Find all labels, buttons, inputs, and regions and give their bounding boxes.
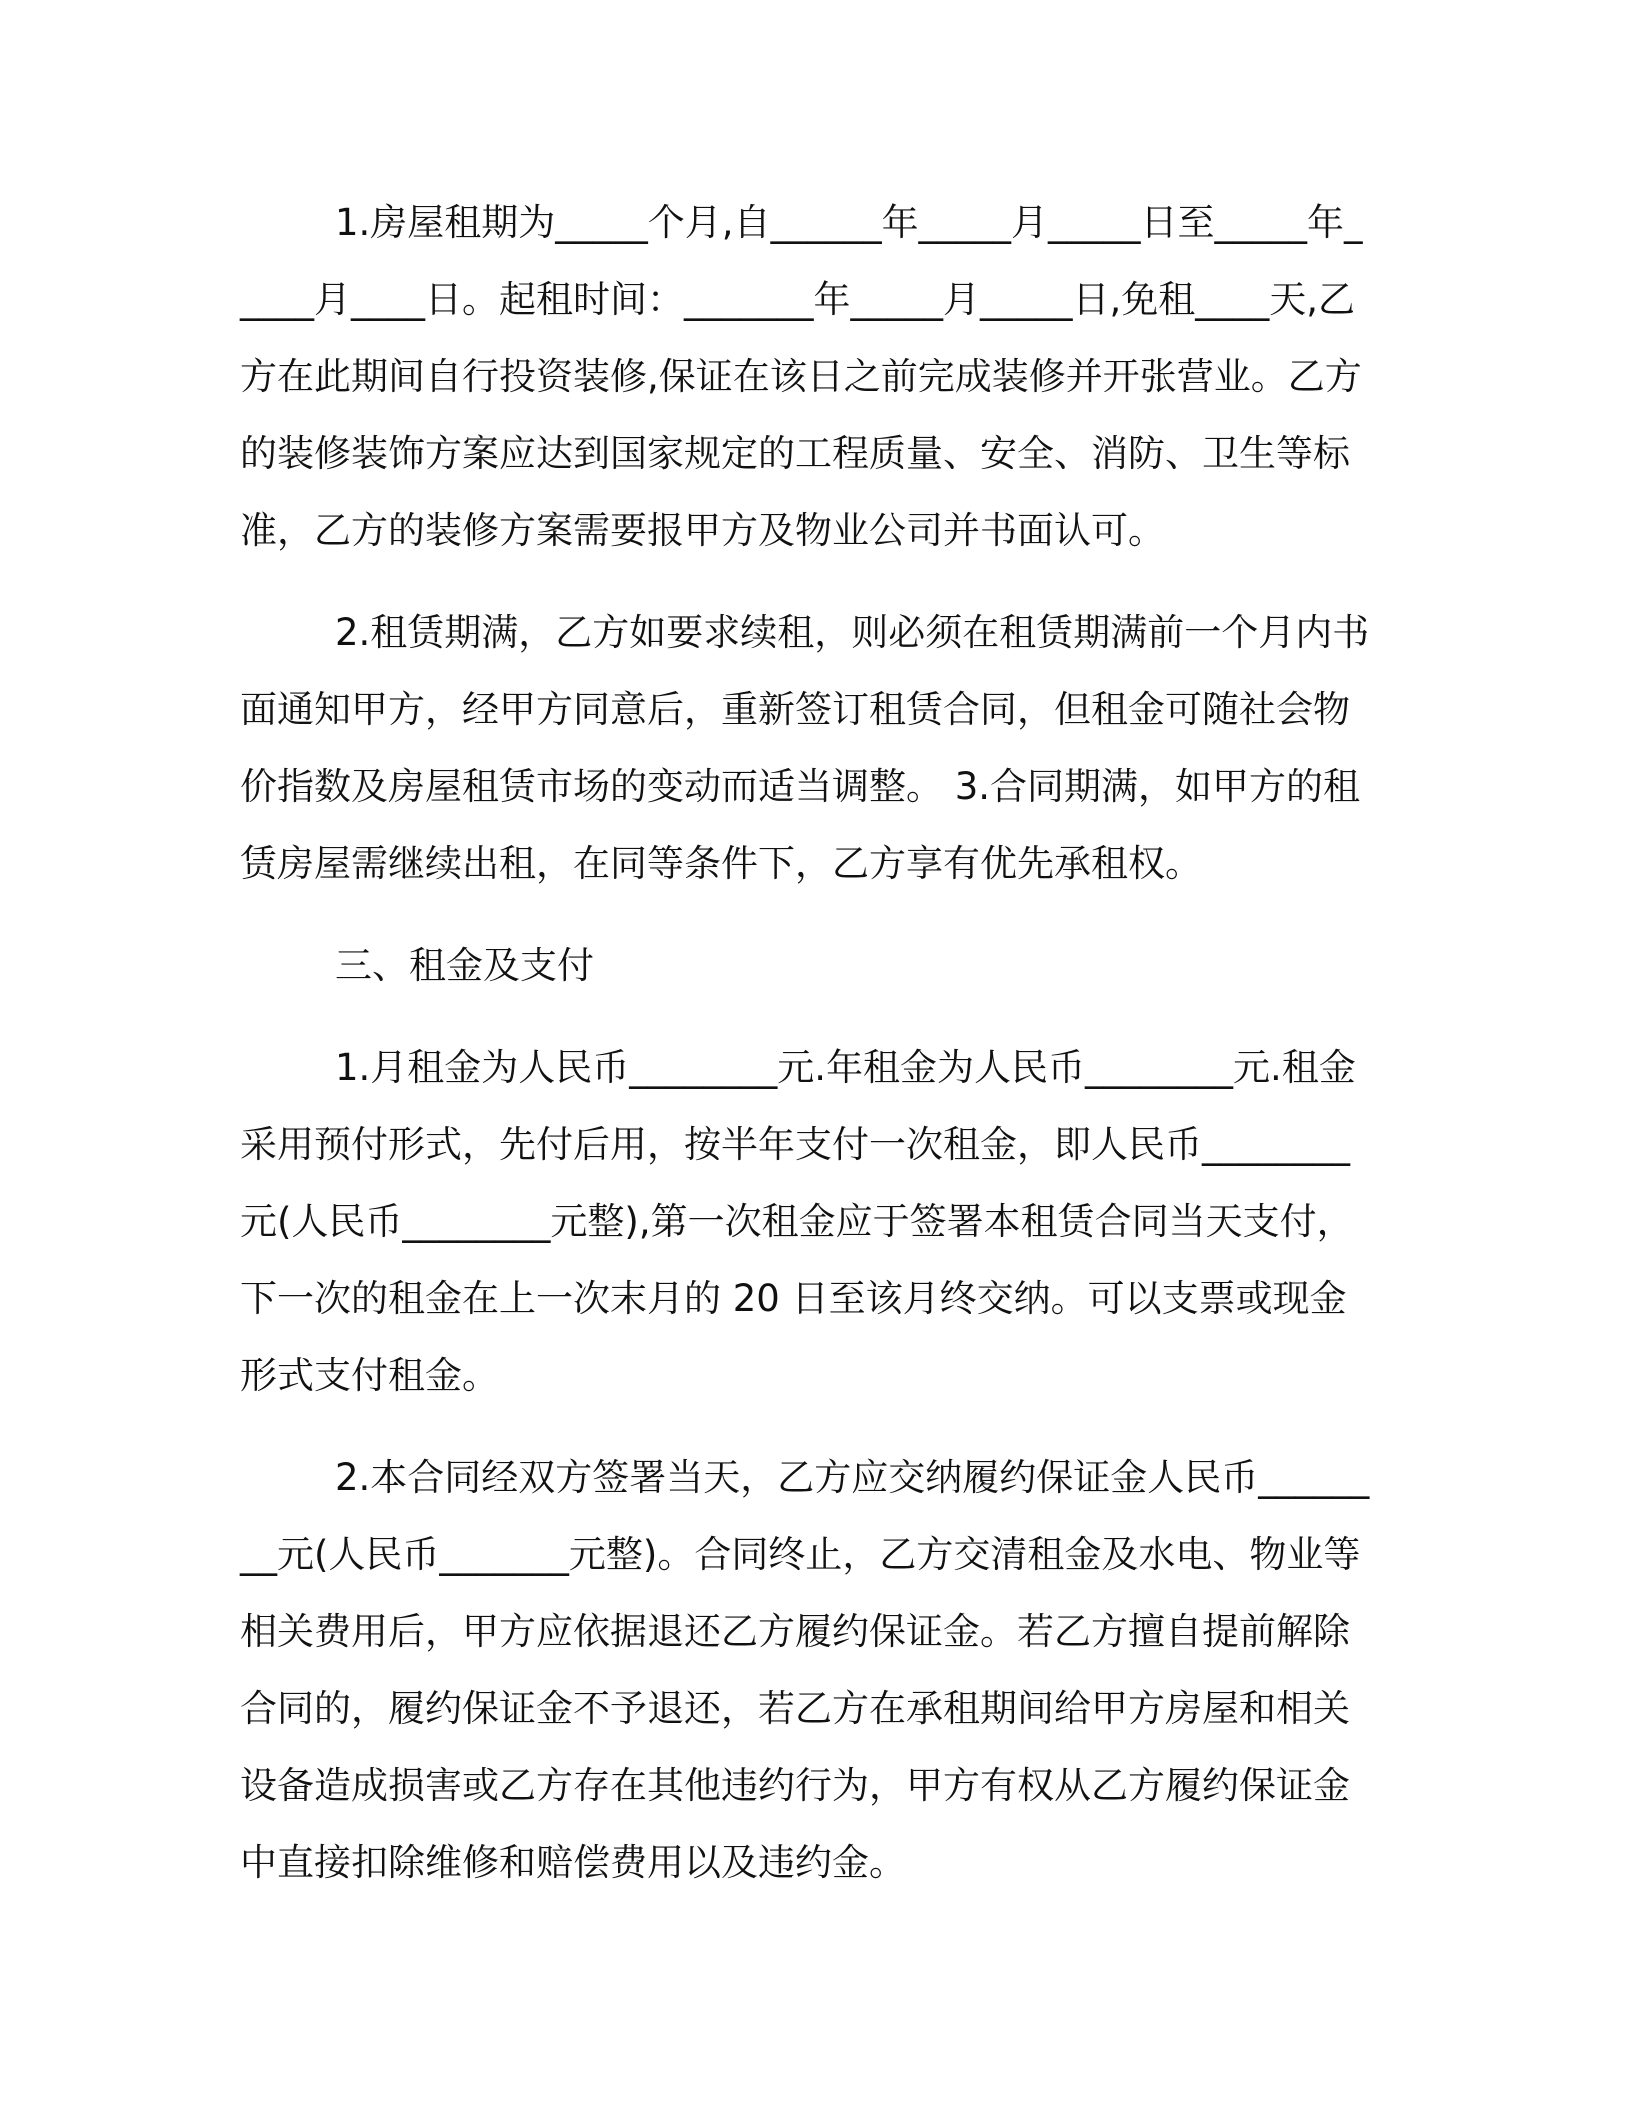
document-body bbox=[240, 184, 1380, 1926]
deposit-paragraph: 2.本合同经双方签署当天，乙方应交纳履约保证金人民币________元(人民币_______元整)。合同终止，乙方交清租金及水电、物业等相关费用后，甲方应依据退还乙方履约保证金。若乙方擅自提前解除合同的，履约保证金不予退还，若乙方在承租期间给甲方房屋和相关设备造成损害或乙方存在其他违约行为，甲方有权从乙方履约保证金中直接扣除维修和赔偿费用以及违约金。 bbox=[240, 1456, 1370, 1884]
rent-payment-paragraph: 1.月租金为人民币________元.年租金为人民币________元.租金采用预付形式，先付后用，按半年支付一次租金，即人民币________元(人民币________元整),第一次租金应于签署本租赁合同当天支付，下一次的租金在上一次末月的 20 日至该月终交纳。可以支票或现金形式支付租金。 bbox=[240, 1046, 1356, 1397]
lease-term-paragraph: 1.房屋租期为_____个月,自______年_____月_____日至_____年_____月____日。起租时间：_______年_____月_____日,免租____天,乙方在此期间自行投资装修,保证在该日之前完成装修并开张营业。乙方的装修装饰方案应达到国家规定的工程质量、安全、消防、卫生等标准，乙方的装修方案需要报甲方及物业公司并书面认可。 bbox=[240, 201, 1363, 552]
section-heading: 三、租金及支付 bbox=[335, 944, 594, 987]
renewal-paragraph: 2.租赁期满，乙方如要求续租，则必须在租赁期满前一个月内书面通知甲方，经甲方同意后，重新签订租赁合同，但租金可随社会物价指数及房屋租赁市场的变动而适当调整。 3.合同期满，如甲方的租赁房屋需继续出租，在同等条件下，乙方享有优先承租权。 bbox=[240, 611, 1370, 885]
